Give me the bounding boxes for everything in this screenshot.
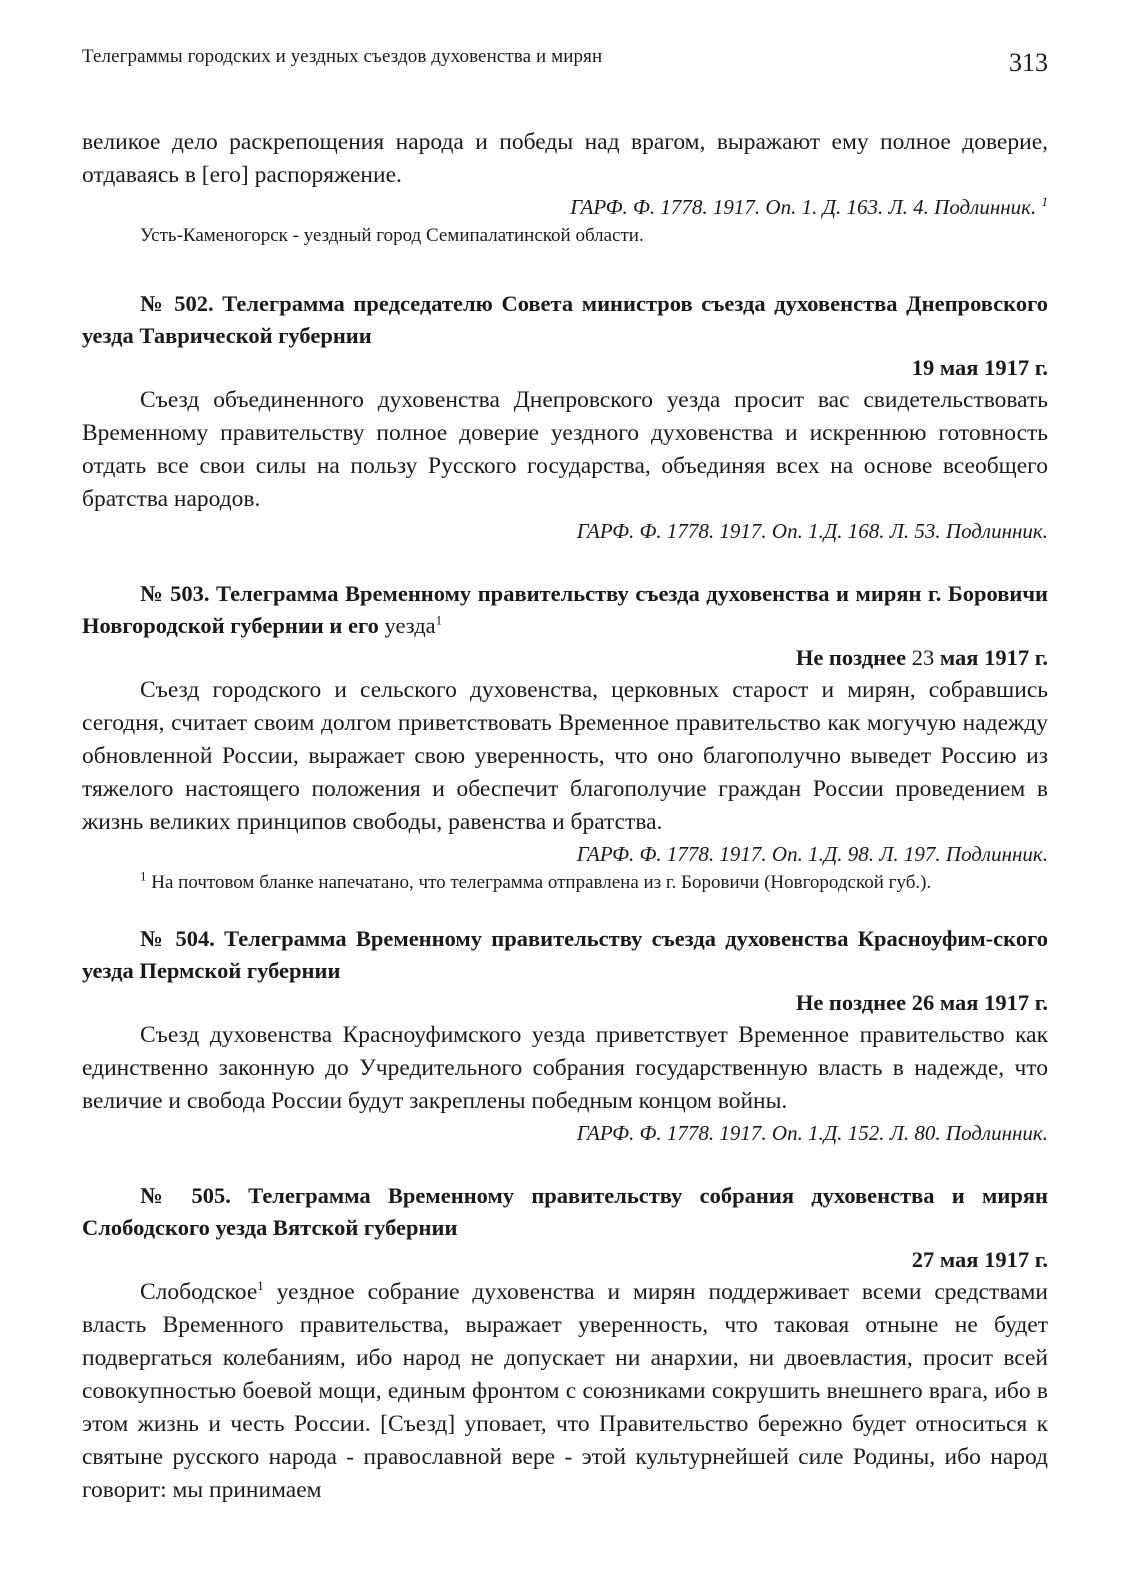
doc-heading bbox=[82, 578, 1048, 642]
footnote-ref: 1 bbox=[257, 1278, 264, 1294]
intro-footnote: Усть-Каменогорск - уездный город Семипалатинской области. bbox=[140, 225, 644, 246]
doc-source: ГАРФ. Ф. 1778. 1917. Оп. 1.Д. 168. Л. 53. Подлинник. bbox=[576, 519, 1048, 543]
document-page bbox=[82, 0, 1048, 1594]
document-505 bbox=[82, 1180, 1048, 1507]
doc-date: 19 мая 1917 г. bbox=[911, 355, 1048, 380]
footnote-text: На почтовом бланке напечатано, что телеграмма отправлена из г. Боровичи (Новгородской губ.). bbox=[151, 872, 932, 893]
page-content bbox=[82, 126, 1048, 1507]
intro-source-text: ГАРФ. Ф. 1778. 1917. Оп. 1. Д. 163. Л. 4. Подлинник. bbox=[570, 195, 1037, 219]
doc-date-prefix: Не позднее bbox=[795, 645, 907, 670]
doc-date-day: 23 bbox=[911, 645, 935, 670]
doc-date: 27 мая 1917 г. bbox=[911, 1247, 1048, 1272]
doc-text-lead: Слободское bbox=[140, 1279, 258, 1305]
running-head bbox=[82, 46, 1048, 86]
intro-paragraph: великое дело раскрепощения народа и победы над врагом, выражают ему полное доверие, отдаваясь в [его] распоряжение. bbox=[82, 129, 1048, 188]
doc-text-body: уездное собрание духовенства и мирян поддерживает всеми средствами власть Временного правительства, выражает уверенность, что таковая отныне не будет подвергаться колебаниям, ибо народ не допускает ни анархии, ни двоевластия, просит всей совокупностью боевой мощи, единым фронтом с союзниками сокрушить внешнего врага, ибо в этом жизнь и честь России. [Съезд] уповает, что Правительство бережно будет относиться к святыне русского народа - православной вере - этой культурнейшей силе Родины, ибо народ говорит: мы принимаем bbox=[82, 1279, 1048, 1503]
doc-heading: № 504. Телеграмма Временному правительству съезда духовенства Красноуфим-ского уезда Пермской губернии bbox=[82, 926, 1048, 983]
doc-date: Не позднее 26 мая 1917 г. bbox=[795, 990, 1048, 1015]
doc-text: Съезд объединенного духовенства Днепровского уезда просит вас свидетельствовать Временному правительству полное доверие уездного духовенства и искреннюю готовность отдать все свои силы на пользу Русского государства, объединяя всех на основе всеобщего братства народов. bbox=[82, 387, 1048, 512]
doc-source: ГАРФ. Ф. 1778. 1917. Оп. 1.Д. 152. Л. 80. Подлинник. bbox=[576, 1121, 1048, 1145]
doc-heading-text: № 503. Телеграмма Временному правительству съезда духовенства и мирян г. Боровичи Новгородской губернии и его bbox=[82, 581, 1048, 638]
intro-source bbox=[82, 192, 1048, 222]
doc-date bbox=[82, 642, 1048, 674]
footnote-marker: 1 bbox=[140, 868, 147, 884]
doc-heading: № 505. Телеграмма Временному правительству собрания духовенства и мирян Слободского уезда Вятской губернии bbox=[82, 1183, 1048, 1240]
document-503 bbox=[82, 578, 1048, 897]
doc-text bbox=[82, 1276, 1048, 1507]
doc-date-rest: мая 1917 г. bbox=[939, 645, 1048, 670]
doc-heading-tail: уезда bbox=[384, 613, 436, 638]
document-504 bbox=[82, 923, 1048, 1148]
doc-text: Съезд духовенства Красноуфимского уезда приветствует Временное правительство как единственно законную до Учредительного собрания государственную власть в надежде, что величие и свобода России будут закреплены победным концом войны. bbox=[82, 1022, 1048, 1114]
doc-text: Съезд городского и сельского духовенства, церковных старост и мирян, собравшись сегодня, считает своим долгом приветствовать Временное правительство как могучую надежду обновленной России, выражает свою уверенность, что оно благополучно выведет Россию из тяжелого настоящего положения и обеспечит благополучие граждан России проведением в жизнь великих принципов свободы, равенства и братства. bbox=[82, 677, 1048, 835]
running-title: Телеграммы городских и уездных съездов духовенства и мирян bbox=[82, 46, 603, 67]
document-502 bbox=[82, 288, 1048, 546]
doc-heading: № 502. Телеграмма председателю Совета министров съезда духовенства Днепровского уезда Таврической губернии bbox=[82, 291, 1048, 348]
doc-source: ГАРФ. Ф. 1778. 1917. Оп. 1.Д. 98. Л. 197. Подлинник. bbox=[576, 842, 1048, 866]
doc-footnote bbox=[82, 869, 1048, 897]
footnote-ref: 1 bbox=[435, 612, 443, 628]
page-number: 313 bbox=[1009, 48, 1048, 77]
intro-source-sup: 1 bbox=[1041, 194, 1048, 209]
